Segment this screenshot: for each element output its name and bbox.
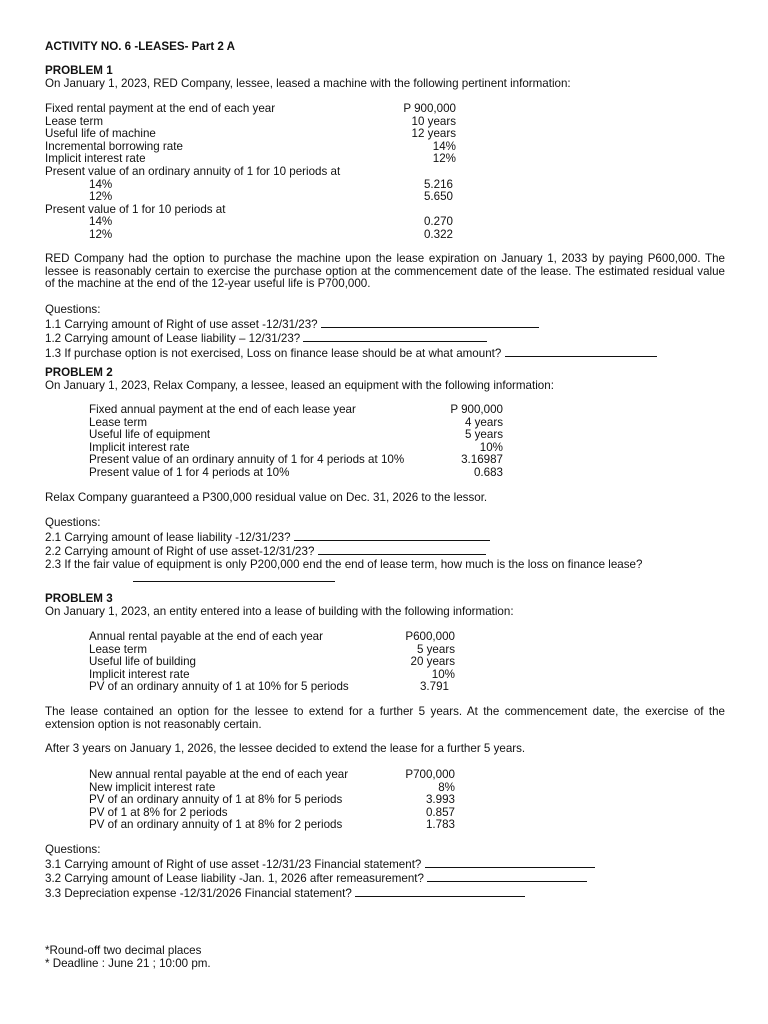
problem-2 <box>45 367 725 392</box>
question-1-1: 1.1 Carrying amount of Right of use asset -12/31/23? <box>45 317 725 332</box>
problem-3-table <box>45 631 725 694</box>
problem-3-intro: On January 1, 2023, an entity entered into a lease of building with the following information: <box>45 604 514 618</box>
problem-1 <box>45 65 725 90</box>
questions-label: Questions: <box>45 516 101 529</box>
table-row: Useful life of equipment 5 years <box>89 428 503 442</box>
answer-blank[interactable] <box>133 571 335 582</box>
answer-blank[interactable] <box>294 530 490 541</box>
problem-3-questions <box>45 844 725 900</box>
problem-2-intro: On January 1, 2023, Relax Company, a lessee, leased an equipment with the following information: <box>45 378 554 392</box>
answer-blank[interactable] <box>321 317 539 328</box>
table-row: Lease term 5 years <box>89 642 455 656</box>
deadline-note: * Deadline : June 21 ; 10:00 pm. <box>45 956 211 970</box>
table-row: Implicit interest rate 12% <box>45 152 456 166</box>
problem-1-table <box>45 103 725 242</box>
question-3-2: 3.2 Carrying amount of Lease liability -Jan. 1, 2026 after remeasurement? <box>45 871 725 886</box>
problem-1-paragraph: RED Company had the option to purchase the machine upon the lease expiration on January 1, 2033 by paying P600,000. The lessee is reasonably certain to exercise the purchase option at the commencement date of the lease. The estimated residual value of the machine at the end of the 12-year useful life is P700,000. <box>45 252 725 291</box>
answer-blank[interactable] <box>427 871 587 882</box>
table-row: 14% 5.216 <box>89 177 453 191</box>
problem-3 <box>45 593 725 618</box>
rounding-note: *Round-off two decimal places <box>45 944 202 957</box>
questions-label: Questions: <box>45 843 101 856</box>
problem-2-heading: PROBLEM 2 <box>45 366 113 379</box>
table-row: New implicit interest rate 8% <box>89 780 455 794</box>
question-3-1: 3.1 Carrying amount of Right of use asset -12/31/23 Financial statement? <box>45 857 725 872</box>
problem-2-questions <box>45 517 725 586</box>
table-row: New annual rental payable at the end of each year P700,000 <box>89 768 455 781</box>
table-row: PV of 1 at 8% for 2 periods 0.857 <box>89 805 455 819</box>
problem-3-heading: PROBLEM 3 <box>45 592 113 605</box>
problem-3-paragraph-1: The lease contained an option for the lessee to extend for a further 5 years. At the commencement date, the exercise of the extension option is not reasonably certain. <box>45 705 725 731</box>
table-row: PV of an ordinary annuity of 1 at 8% for 2 periods 1.783 <box>89 818 455 832</box>
table-row: Present value of an ordinary annuity of 1 for 4 periods at 10% 3.16987 <box>89 453 503 467</box>
question-2-3-blank-line <box>45 571 725 586</box>
problem-2-paragraph: Relax Company guaranteed a P300,000 residual value on Dec. 31, 2026 to the lessor. <box>45 491 488 504</box>
question-2-1: 2.1 Carrying amount of lease liability -12/31/23? <box>45 530 725 545</box>
table-row: Present value of 1 for 10 periods at <box>45 202 226 216</box>
table-row: PV of an ordinary annuity of 1 at 8% for 5 periods 3.993 <box>89 793 455 807</box>
table-row: Implicit interest rate 10% <box>89 667 455 681</box>
problem-1-intro: On January 1, 2023, RED Company, lessee, leased a machine with the following pertinent information: <box>45 76 571 90</box>
table-row: 12% 5.650 <box>89 190 453 204</box>
question-1-3: 1.3 If purchase option is not exercised, Loss on finance lease should be at what amount? <box>45 346 725 361</box>
answer-blank[interactable] <box>303 331 487 342</box>
answer-blank[interactable] <box>425 857 595 868</box>
problem-3-table-2 <box>45 769 725 832</box>
question-2-2: 2.2 Carrying amount of Right of use asset-12/31/23? <box>45 544 725 559</box>
question-3-3: 3.3 Depreciation expense -12/31/2026 Financial statement? <box>45 886 725 901</box>
table-row: Implicit interest rate 10% <box>89 440 503 454</box>
page-title: ACTIVITY NO. 6 -LEASES- Part 2 A <box>45 40 236 53</box>
table-row: Lease term 10 years <box>45 114 456 128</box>
question-2-3: 2.3 If the fair value of equipment is only P200,000 end the end of lease term, how much is the loss on finance lease? <box>45 557 643 571</box>
answer-blank[interactable] <box>355 886 525 897</box>
problem-1-heading: PROBLEM 1 <box>45 64 113 77</box>
problem-1-questions <box>45 304 725 360</box>
table-row: Useful life of machine 12 years <box>45 127 456 141</box>
table-row: Incremental borrowing rate 14% <box>45 139 456 153</box>
answer-blank[interactable] <box>505 346 657 357</box>
table-row: Fixed annual payment at the end of each lease year P 900,000 <box>89 403 503 416</box>
table-row: PV of an ordinary annuity of 1 at 10% for 5 periods 3.791 <box>89 680 449 694</box>
table-row: Lease term 4 years <box>89 415 503 429</box>
table-row: Fixed rental payment at the end of each year P 900,000 <box>45 102 456 115</box>
table-row: Present value of 1 for 4 periods at 10% 0.683 <box>89 465 503 479</box>
table-row: 14% 0.270 <box>89 215 453 229</box>
question-1-2: 1.2 Carrying amount of Lease liability – 12/31/23? <box>45 331 725 346</box>
table-row: Useful life of building 20 years <box>89 655 455 669</box>
table-row: Present value of an ordinary annuity of 1 for 10 periods at <box>45 164 341 178</box>
footer-notes <box>45 945 725 970</box>
answer-blank[interactable] <box>318 544 486 555</box>
table-row: Annual rental payable at the end of each year P600,000 <box>89 630 455 643</box>
questions-label: Questions: <box>45 303 101 316</box>
table-row: 12% 0.322 <box>89 227 453 241</box>
problem-3-paragraph-2: After 3 years on January 1, 2026, the lessee decided to extend the lease for a further 5 years. <box>45 742 526 755</box>
problem-2-table <box>45 404 725 480</box>
